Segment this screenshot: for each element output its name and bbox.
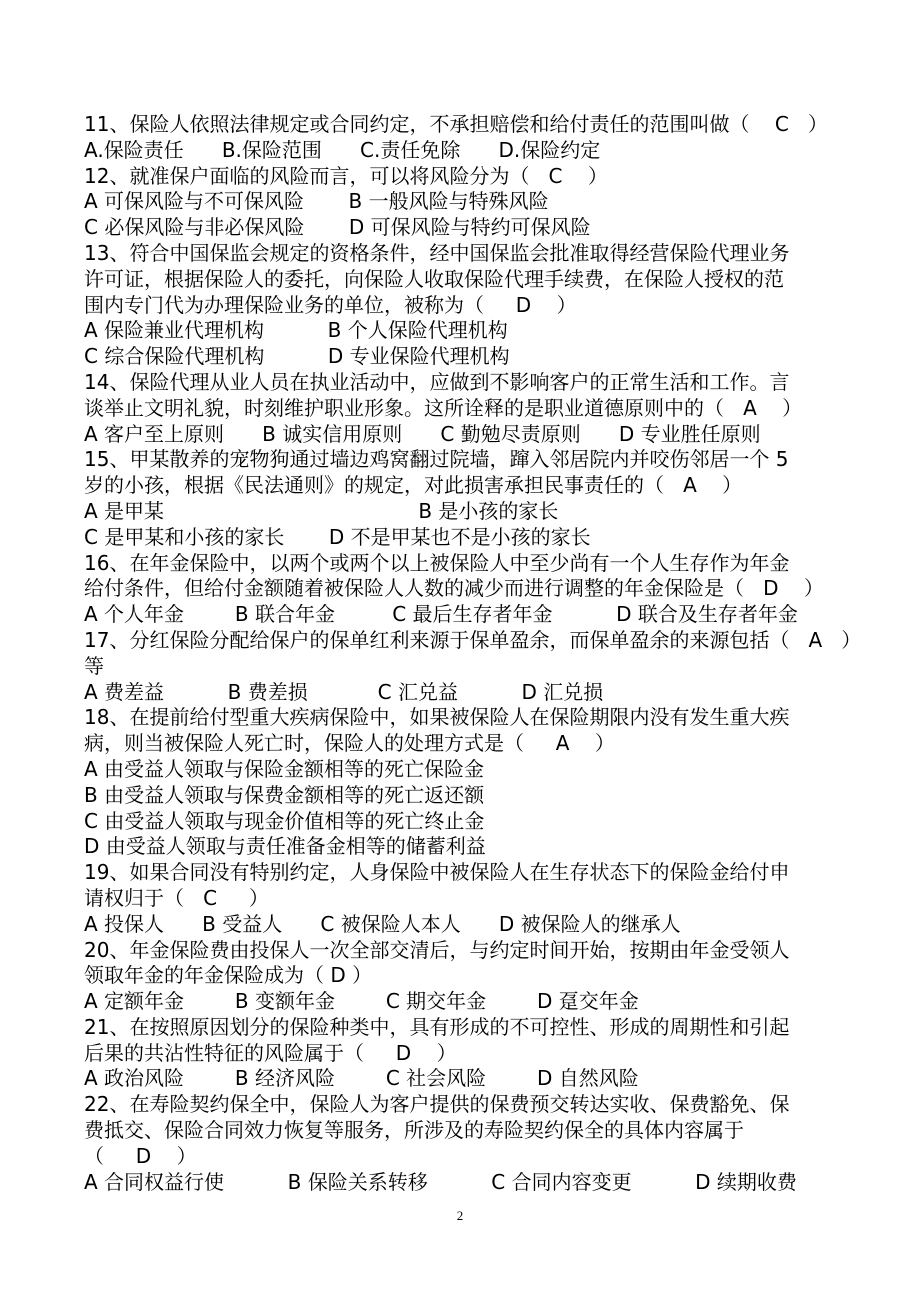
text-line: 病，则当被保险人死亡时，保险人的处理方式是（ A ） [84,731,615,756]
text-line: C 综合保险代理机构 D 专业保险代理机构 [84,344,510,369]
text-line: A 合同权益行使 B 保险关系转移 C 合同内容变更 D 续期收费 [84,1169,797,1194]
document-body [84,112,884,1195]
text-line: A 投保人 B 受益人 C 被保险人本人 D 被保险人的继承人 [84,911,681,936]
text-line: C 是甲某和小孩的家长 D 不是甲某也不是小孩的家长 [84,524,591,549]
text-line: A.保险责任 B.保险范围 C.责任免除 D.保险约定 [84,137,601,162]
text-line: B 由受益人领取与保费金额相等的死亡返还额 [84,782,485,807]
text-line: 11、保险人依照法律规定或合同约定，不承担赔偿和给付责任的范围叫做（ C ） [84,112,828,136]
text-line: 许可证，根据保险人的委托，向保险人收取保险代理手续费，在保险人授权的范 [84,266,784,291]
text-line: 19、如果合同没有特别约定，人身保险中被保险人在生存状态下的保险金给付申 [84,860,790,885]
text-line: 21、在按照原因划分的保险种类中，具有形成的不可控性、形成的周期性和引起 [84,1014,790,1039]
text-line: 等 [84,653,104,678]
text-line: A 客户至上原则 B 诚实信用原则 C 勤勉尽责原则 D 专业胜任原则 [84,421,761,446]
text-line: 13、符合中国保监会规定的资格条件，经中国保监会批准取得经营保险代理业务 [84,240,790,265]
text-line: C 必保风险与非必保风险 D 可保风险与特约可保风险 [84,215,591,240]
text-line: 14、保险代理从业人员在执业活动中，应做到不影响客户的正常生活和工作。言 [84,369,790,394]
text-line: 17、分红保险分配给保户的保单红利来源于保单盈余，而保单盈余的来源包括（ A ） [84,627,862,652]
text-line: A 费差益 B 费差损 C 汇兑益 D 汇兑损 [84,679,604,704]
text-line: 16、在年金保险中，以两个或两个以上被保险人中至少尚有一个人生存作为年金 [84,550,790,575]
text-line: A 定额年金 B 变额年金 C 期交年金 D 趸交年金 [84,989,639,1014]
text-line: 22、在寿险契约保全中，保险人为客户提供的保费预交转达实收、保费豁免、保 [84,1092,790,1117]
text-line: 15、甲某散养的宠物狗通过墙边鸡窝翻过院墙，蹿入邻居院内并咬伤邻居一个 5 [84,447,789,472]
text-line: 岁的小孩，根据《民法通则》的规定，对此损害承担民事责任的（ A ） [84,473,743,498]
text-line: A 可保风险与不可保风险 B 一般风险与特殊风险 [84,189,549,214]
text-line: A 是甲某 B 是小孩的家长 [84,498,559,523]
text-line: A 由受益人领取与保险金额相等的死亡保险金 [84,756,485,781]
text-line: A 个人年金 B 联合年金 C 最后生存者年金 D 联合及生存者年金 [84,602,798,627]
text-line: A 保险兼业代理机构 B 个人保险代理机构 [84,318,508,343]
text-line: （ D ） [84,1143,197,1168]
text-line: C 由受益人领取与现金价值相等的死亡终止金 [84,808,485,833]
text-line: A 政治风险 B 经济风险 C 社会风险 D 自然风险 [84,1066,639,1091]
text-line: 谈举止文明礼貌，时刻维护职业形象。这所诠释的是职业道德原则中的（ A ） [84,395,803,420]
text-line: 领取年金的年金保险成为（ D ） [84,963,373,988]
text-line: 后果的共沾性特征的风险属于（ D ） [84,1040,457,1065]
page-number: 2 [456,1208,464,1223]
text-line: 18、在提前给付型重大疾病保险中，如果被保险人在保险期限内没有发生重大疾 [84,705,790,730]
text-line: 围内专门代为办理保险业务的单位，被称为（ D ） [84,292,577,317]
text-line: 给付条件，但给付金额随着被保险人人数的减少而进行调整的年金保险是（ D ） [84,576,824,601]
text-line: 请权归于（ C ） [84,885,269,910]
text-line: D 由受益人领取与责任准备金相等的储蓄利益 [84,834,486,859]
text-line: 12、就准保户面临的风险而言，可以将风险分为（ C ） [84,163,608,188]
text-line: 20、年金保险费由投保人一次全部交清后，与约定时间开始，按期由年金受领人 [84,937,790,962]
text-line: 费抵交、保险合同效力恢复等服务，所涉及的寿险契约保全的具体内容属于 [84,1118,744,1143]
